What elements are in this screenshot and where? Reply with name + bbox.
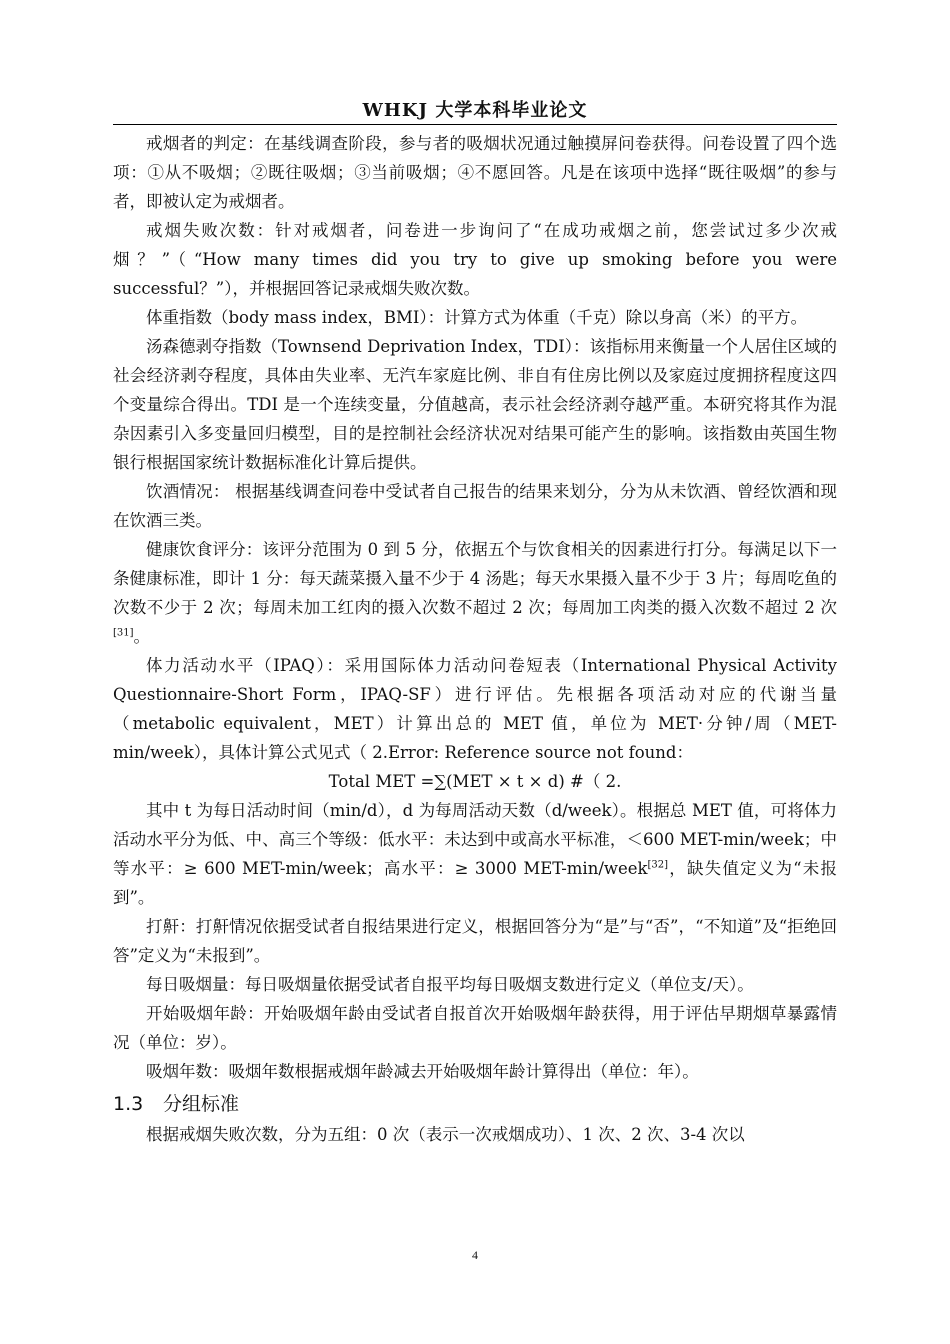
- running-header: WHKJ 大学本科毕业论文: [362, 100, 588, 121]
- paragraph-smoking-start-age: 开始吸烟年龄：开始吸烟年龄由受试者自报首次开始吸烟年龄获得，用于评估早期烟草暴露情况（单位：岁）。: [113, 1004, 837, 1052]
- paragraph-quitter-definition: 戒烟者的判定：在基线调查阶段，参与者的吸烟状况通过触摸屏问卷获得。问卷设置了四个选项：①从不吸烟；②既往吸烟；③当前吸烟；④不愿回答。凡是在该项中选择“既往吸烟”的参与者，即被认定为戒烟者。: [113, 134, 837, 211]
- citation-31: [31]: [113, 627, 134, 639]
- met-levels-text: 其中 t 为每日活动时间（min/d），d 为每周活动天数（d/week）。根据总 MET 值，可将体力活动水平分为低、中、高三个等级：低水平：未达到中或高水平标准，＜600 MET-min/week；中等水平：≥ 600 MET-min/week；高水平：≥ 3000 MET-min/week: [113, 801, 837, 878]
- paragraph-snoring: 打鼾：打鼾情况依据受试者自报结果进行定义，根据回答分为“是”与“否”，“不知道”及“拒绝回答”定义为“未报到”。: [113, 917, 837, 965]
- section-number: 1.3: [113, 1093, 144, 1115]
- paragraph-alcohol: 饮酒情况： 根据基线调查问卷中受试者自己报告的结果来划分，分为从未饮酒、曾经饮酒和现在饮酒三类。: [113, 482, 837, 530]
- paragraph-failed-attempts: 戒烟失败次数：针对戒烟者，问卷进一步询问了“在成功戒烟之前，您尝试过多少次戒烟？”（“How many times did you try to give up smoking before you were successful？”），并根据回答记录戒烟失败次数。: [113, 221, 837, 298]
- met-levels-end: ，缺失值定义为“未报到”。: [113, 859, 838, 907]
- met-formula: Total MET =∑(MET × t × d) #（ 2.: [328, 772, 622, 791]
- section-title: 分组标准: [163, 1093, 240, 1115]
- paragraph-diet-score: [113, 535, 837, 651]
- diet-score-end: 。: [133, 627, 151, 646]
- section-heading: [113, 1088, 837, 1120]
- header-rule: [113, 124, 837, 125]
- paragraph-smoking-years: 吸烟年数：吸烟年数根据戒烟年龄减去开始吸烟年龄计算得出（单位：年）。: [146, 1062, 699, 1081]
- page-number: 4: [472, 1248, 478, 1262]
- paragraph-daily-cigarettes: 每日吸烟量：每日吸烟量依据受试者自报平均每日吸烟支数进行定义（单位支/天）。: [146, 975, 754, 994]
- paragraph-bmi: 体重指数（body mass index，BMI）：计算方式为体重（千克）除以身高（米）的平方。: [146, 308, 808, 327]
- paragraph-grouping: 根据戒烟失败次数，分为五组：0 次（表示一次戒烟成功）、1 次、2 次、3-4 次以: [146, 1125, 745, 1144]
- paragraph-met-levels: [113, 796, 837, 912]
- citation-32: [32]: [647, 859, 669, 871]
- paragraph-ipaq: 体力活动水平（IPAQ）：采用国际体力活动问卷短表（International Physical Activity Questionnaire-Short Form，IPAQ-SF）进行评估。先根据各项活动对应的代谢当量（metabolic equivalent，MET）计算出总的 MET 值，单位为 MET·分钟/周（MET-min/week），具体计算公式见式（ 2.Error: Reference source not found：: [113, 656, 837, 762]
- page-body: [113, 129, 837, 1149]
- paragraph-tdi: 汤森德剥夺指数（Townsend Deprivation Index，TDI）：该指标用来衡量一个人居住区域的社会经济剥夺程度，具体由失业率、无汽车家庭比例、非自有住房比例以及家庭过度拥挤程度这四个变量综合得出。TDI 是一个连续变量，分值越高，表示社会经济剥夺越严重。本研究将其作为混杂因素引入多变量回归模型，目的是控制社会经济状况对结果可能产生的影响。该指数由英国生物银行根据国家统计数据标准化计算后提供。: [113, 337, 837, 472]
- diet-score-text: 健康饮食评分：该评分范围为 0 到 5 分，依据五个与饮食相关的因素进行打分。每满足以下一条健康标准，即计 1 分：每天蔬菜摄入量不少于 4 汤匙；每天水果摄入量不少于 3 片；每周吃鱼的次数不少于 2 次；每周未加工红肉的摄入次数不超过 2 次；每周加工肉类的摄入次数不超过 2 次: [113, 540, 837, 617]
